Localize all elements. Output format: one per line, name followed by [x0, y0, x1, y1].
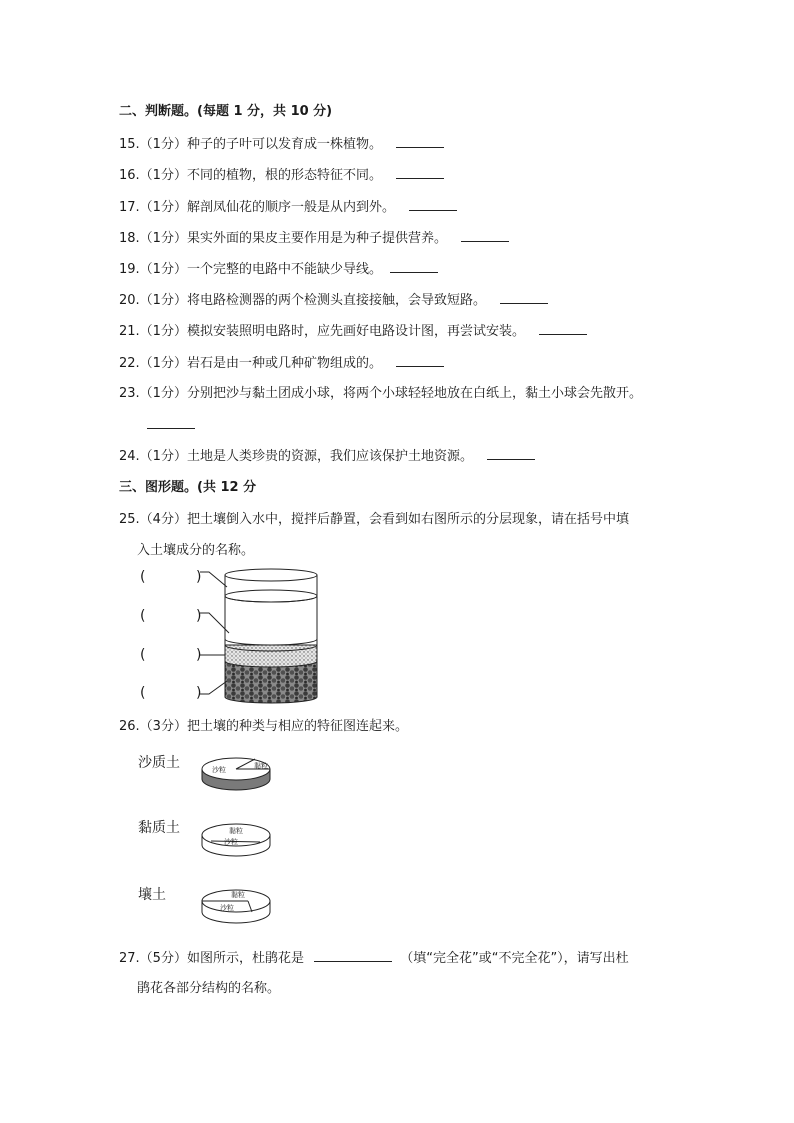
question-27-line1: [119, 949, 629, 968]
answer-blank[interactable]: [461, 229, 509, 242]
answer-blank[interactable]: [314, 949, 392, 962]
loam-pie-chart[interactable]: [198, 884, 274, 930]
question-text: 20.（1分）将电路检测器的两个检测头直接接触，会导致短路。: [119, 293, 486, 308]
question-18: [119, 229, 509, 248]
question-text: 19.（1分）一个完整的电路中不能缺少导线。: [119, 262, 382, 277]
soil-type-loam: 壤土: [138, 887, 166, 903]
sand-label: 沙粒: [224, 838, 238, 846]
answer-blank[interactable]: [409, 198, 457, 211]
layer-answer-4[interactable]: ( ): [140, 685, 202, 701]
question-text: 16.（1分）不同的植物，根的形态特征不同。: [119, 168, 382, 183]
question-text: 23.（1分）分别把沙与黏土团成小球，将两个小球轻轻地放在白纸上，黏土小球会先散开。: [119, 386, 642, 401]
clay-label: 黏粒: [229, 827, 243, 835]
question-text: 15.（1分）种子的子叶可以发育成一株植物。: [119, 137, 382, 152]
question-text: 27.（5分）如图所示，杜鹃花是: [119, 951, 304, 966]
question-23: [119, 385, 642, 403]
answer-blank[interactable]: [487, 447, 535, 460]
answer-blank[interactable]: [396, 135, 444, 148]
question-23-answer-line: [147, 416, 195, 435]
clay-soil-pie-chart[interactable]: [198, 818, 274, 862]
soil-type-sandy: 沙质土: [138, 755, 180, 771]
question-27-line2: 鹃花各部分结构的名称。: [137, 981, 281, 996]
soil-type-clay: 黏质土: [138, 820, 180, 836]
question-text: 18.（1分）果实外面的果皮主要作用是为种子提供营养。: [119, 231, 447, 246]
layer-answer-2[interactable]: ( ): [140, 608, 202, 624]
question-25-line2: 入土壤成分的名称。: [137, 543, 255, 558]
question-text: 22.（1分）岩石是由一种或几种矿物组成的。: [119, 356, 382, 371]
question-15: [119, 135, 444, 154]
answer-blank[interactable]: [396, 354, 444, 367]
question-text: 21.（1分）模拟安装照明电路时，应先画好电路设计图，再尝试安装。: [119, 324, 525, 339]
answer-blank[interactable]: [396, 166, 444, 179]
section2-heading: 二、判断题。(每题 1 分，共 10 分): [119, 104, 333, 119]
clay-label: 黏粒: [254, 762, 268, 770]
layer-answer-1[interactable]: ( ): [140, 569, 202, 585]
question-25-line1: 25.（4分）把土壤倒入水中，搅拌后静置，会看到如右图所示的分层现象，请在括号中填: [119, 512, 629, 527]
section3-heading: 三、图形题。(共 12 分: [119, 480, 257, 495]
question-text: 17.（1分）解剖凤仙花的顺序一般是从内到外。: [119, 200, 395, 215]
answer-blank[interactable]: [390, 260, 438, 273]
question-26: 26.（3分）把土壤的种类与相应的特征图连起来。: [119, 719, 408, 734]
question-24: [119, 447, 535, 466]
question-19: [119, 260, 438, 279]
sandy-soil-pie-chart[interactable]: [198, 752, 274, 796]
question-text: 24.（1分）土地是人类珍贵的资源，我们应该保护土地资源。: [119, 449, 473, 464]
question-21: [119, 322, 587, 341]
question-17: [119, 198, 457, 217]
sand-label: 沙粒: [212, 766, 226, 774]
answer-blank[interactable]: [147, 416, 195, 429]
question-22: [119, 354, 444, 373]
answer-blank[interactable]: [539, 322, 587, 335]
question-text-continued: （填“完全花”或“不完全花”），请写出杜: [400, 951, 629, 966]
answer-blank[interactable]: [500, 291, 548, 304]
clay-label: 黏粒: [231, 891, 245, 899]
question-16: [119, 166, 444, 185]
layer-answer-3[interactable]: ( ): [140, 647, 202, 663]
soil-layer-beaker-figure: [195, 563, 325, 713]
question-20: [119, 291, 548, 310]
sand-label: 沙粒: [220, 904, 234, 912]
